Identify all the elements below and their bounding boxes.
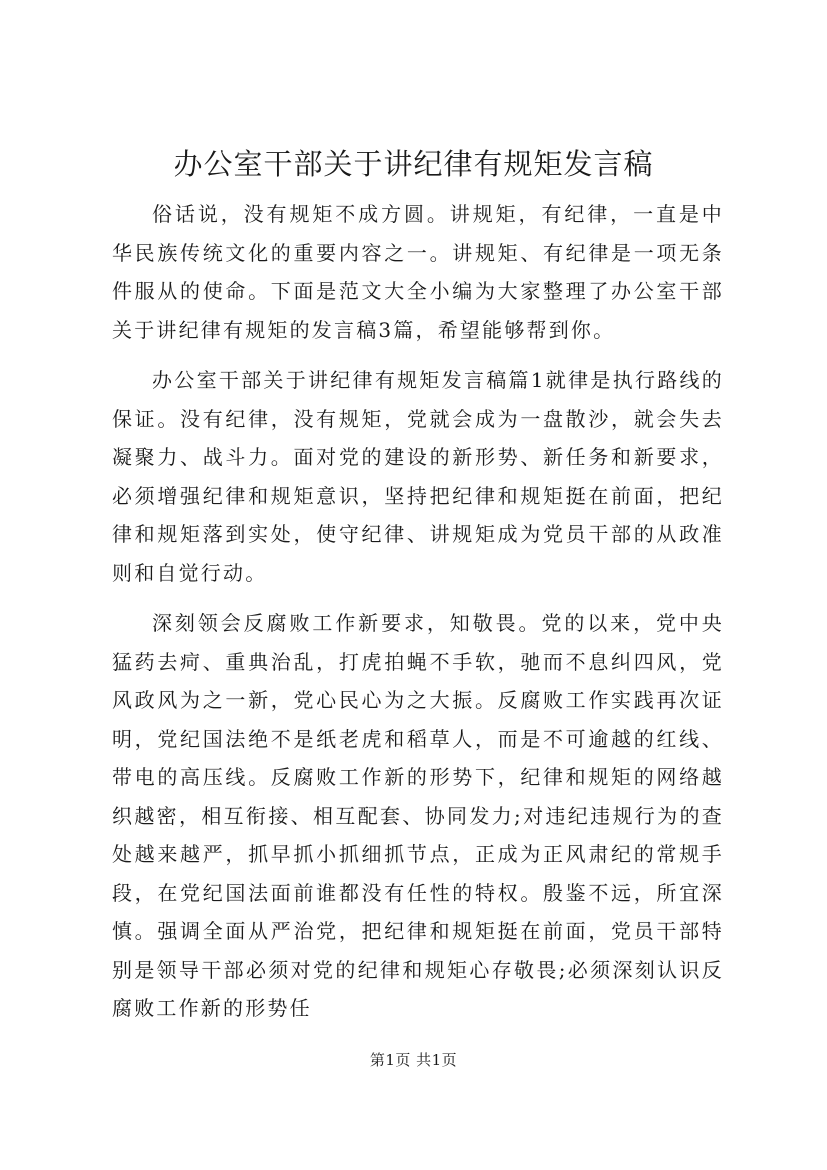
page-number-footer: 第1页 共1页 xyxy=(369,1051,458,1069)
document-title: 办公室干部关于讲纪律有规矩发言稿 xyxy=(173,147,654,181)
paragraph-anti-corruption: 深刻领会反腐败工作新要求，知敬畏。党的以来，党中央猛药去疴、重典治乱，打虎拍蝇不手软，驰而不息纠四风，党风政风为之一新，党心民心为之大振。反腐败工作实践再次证明，党纪国法绝不是纸老虎和稻草人，而是不可逾越的红线、带电的高压线。反腐败工作新的形势下，纪律和规矩的网络越织越密，相互衔接、相互配套、协同发力;对违纪违规行为的查处越来越严，抓早抓小抓细抓节点，正成为正风肃纪的常规手段，在党纪国法面前谁都没有任性的特权。殷鉴不远，所宜深慎。强调全面从严治党，把纪律和规矩挺在前面，党员干部特别是领导干部必须对党的纪律和规矩心存敬畏;必须深刻认识反腐败工作新的形势任 xyxy=(112,611,724,1020)
paragraph-intro: 俗话说，没有规矩不成方圆。讲规矩，有纪律，一直是中华民族传统文化的重要内容之一。讲规矩、有纪律是一项无条件服从的使命。下面是范文大全小编为大家整理了办公室干部关于讲纪律有规矩的发言稿3篇，希望能够帮到你。 xyxy=(112,202,724,342)
document-body xyxy=(112,195,724,1040)
paragraph-discipline: 办公室干部关于讲纪律有规矩发言稿篇1就律是执行路线的保证。没有纪律，没有规矩，党就会成为一盘散沙，就会失去凝聚力、战斗力。面对党的建设的新形势、新任务和新要求，必须增强纪律和规矩意识，坚持把纪律和规矩挺在前面，把纪律和规矩落到实处，使守纪律、讲规矩成为党员干部的从政准则和自觉行动。 xyxy=(112,368,724,585)
